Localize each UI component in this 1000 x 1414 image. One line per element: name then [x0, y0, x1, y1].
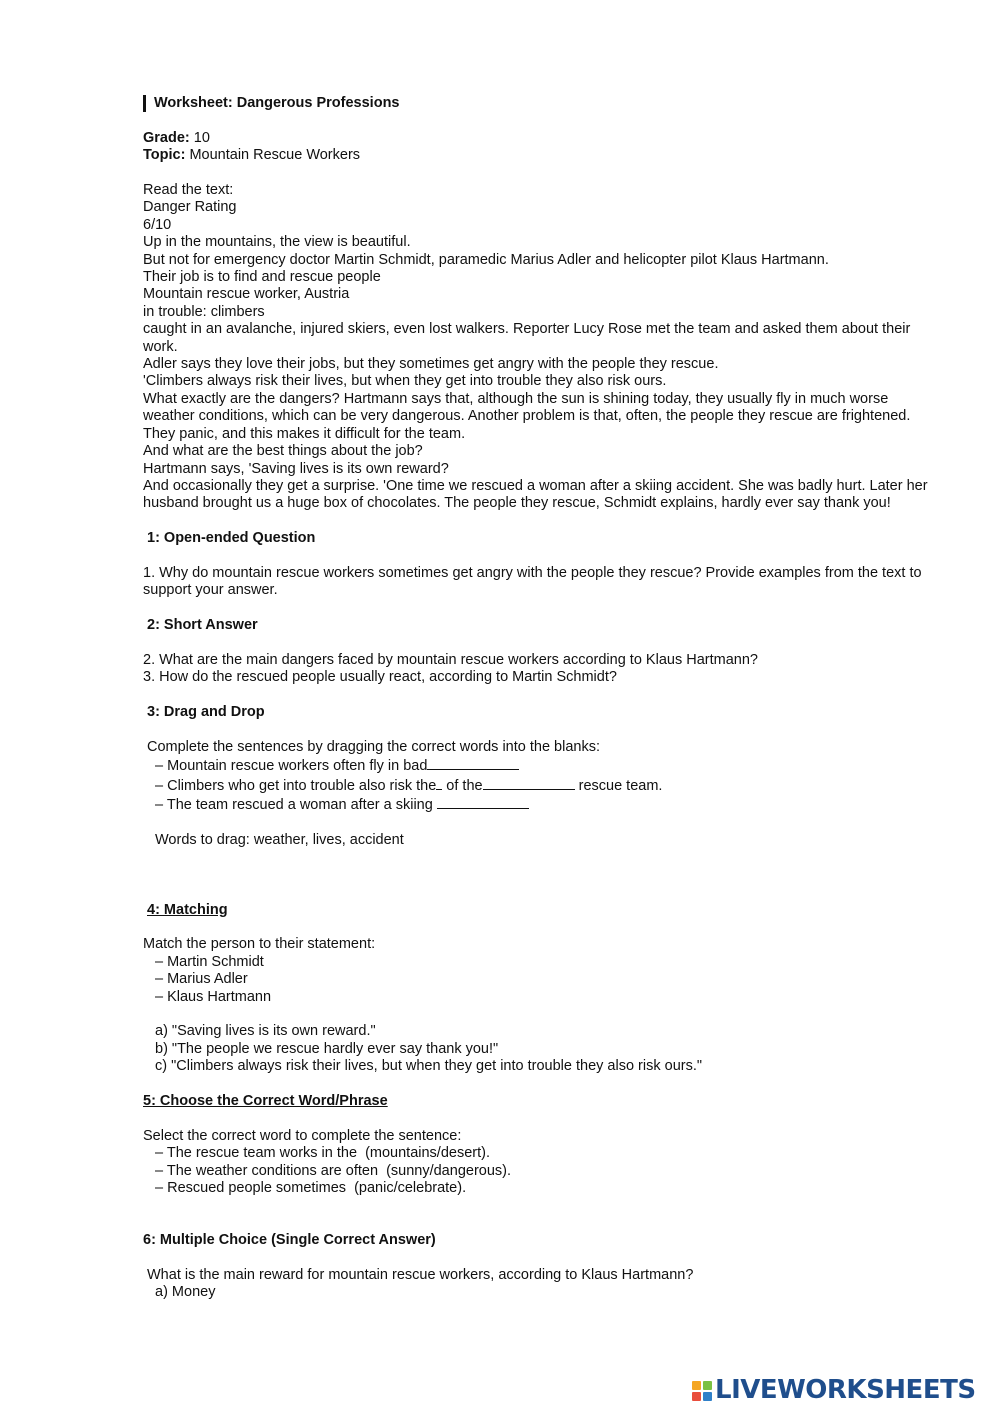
liveworksheets-logo-icon — [692, 1381, 712, 1401]
section-2-heading: 2: Short Answer — [147, 617, 258, 634]
choose-sentence[interactable]: – The rescue team works in the (mountains/desert). — [155, 1145, 490, 1162]
drag-sentence-2 — [143, 776, 933, 795]
drag-sentence-3-text: – The team rescued a woman after a skiing — [155, 797, 437, 814]
section-6-heading: 6: Multiple Choice (Single Correct Answer) — [143, 1232, 436, 1249]
matching-person[interactable]: – Klaus Hartmann — [155, 988, 272, 1005]
topic-line — [143, 147, 933, 164]
drag-sentence-3 — [143, 795, 933, 814]
blank-drop-zone[interactable] — [437, 795, 529, 809]
worksheet-title-text: Worksheet: Dangerous Professions — [154, 95, 400, 111]
worksheet-title — [143, 95, 933, 112]
drag-sentence-1-text: – Mountain rescue workers often fly in bad — [155, 758, 428, 775]
worksheet-page — [143, 95, 933, 1302]
reading-line: Up in the mountains, the view is beautiful. — [143, 234, 411, 251]
choose-instruction: Select the correct word to complete the sentence: — [143, 1127, 462, 1144]
logo-square — [703, 1381, 712, 1390]
reading-line: 6/10 — [143, 216, 172, 233]
grade-line — [143, 130, 933, 147]
drag-sentence-2-part-c: rescue team. — [574, 777, 663, 794]
reading-line: Hartmann says, 'Saving lives is its own reward? — [143, 460, 449, 477]
logo-square — [692, 1381, 701, 1390]
drag-sentence-1 — [143, 756, 933, 775]
reading-line: Adler says they love their jobs, but they sometimes get angry with the people they rescue. — [143, 356, 719, 373]
grade-label: Grade: — [143, 129, 190, 146]
reading-line: And occasionally they get a surprise. 'One time we rescued a woman after a skiing accident. She was badly hurt. Later her husband brought us a huge box of chocolates. The people they rescue, Schmidt explains, hardly ever say thank you! — [143, 477, 932, 512]
reading-line: Read the text: — [143, 182, 234, 198]
matching-statement[interactable]: a) "Saving lives is its own reward." — [155, 1023, 376, 1040]
drag-sentence-2-part-b: of the — [442, 777, 483, 794]
section-4-heading: 4: Matching — [147, 901, 228, 918]
reading-line: 'Climbers always risk their lives, but when they get into trouble they also risk ours. — [143, 373, 667, 390]
reading-line: What exactly are the dangers? Hartmann says that, although the sun is shining today, they usually fly in much worse weather conditions, which can be very dangerous. Another problem is that, often, the people they rescue are frightened. They panic, and this makes it difficult for the team. — [143, 390, 915, 442]
matching-person[interactable]: – Martin Schmidt — [155, 953, 264, 970]
question-1: 1. Why do mountain rescue workers sometimes get angry with the people they rescue? Provide examples from the text to support your answer. — [143, 564, 926, 599]
logo-square — [692, 1392, 701, 1401]
logo-square — [703, 1392, 712, 1401]
choose-sentence[interactable]: – Rescued people sometimes (panic/celebrate). — [155, 1179, 467, 1196]
liveworksheets-logo-text: LIVEWORKSHEETS — [715, 1375, 976, 1406]
reading-line: But not for emergency doctor Martin Schmidt, paramedic Marius Adler and helicopter pilot Klaus Hartmann. — [143, 251, 829, 268]
reading-line: And what are the best things about the job? — [143, 443, 423, 460]
title-bar — [143, 95, 146, 112]
reading-line: Mountain rescue worker, Austria — [143, 286, 350, 303]
topic-value: Mountain Rescue Workers — [185, 147, 361, 164]
multiple-choice-option-a[interactable]: a) Money — [155, 1284, 216, 1301]
drag-word-bank[interactable]: Words to drag: weather, lives, accident — [155, 831, 404, 848]
reading-line: Danger Rating — [143, 199, 237, 216]
reading-text — [143, 182, 933, 513]
grade-value: 10 — [189, 129, 210, 146]
choose-sentence[interactable]: – The weather conditions are often (sunny/dangerous). — [155, 1162, 512, 1179]
liveworksheets-logo — [692, 1376, 976, 1406]
section-3-heading: 3: Drag and Drop — [147, 704, 265, 721]
section-1-heading: 1: Open-ended Question — [147, 530, 316, 547]
blank-drop-zone[interactable] — [427, 756, 519, 770]
drag-instruction: Complete the sentences by dragging the correct words into the blanks: — [147, 738, 600, 755]
matching-person[interactable]: – Marius Adler — [155, 971, 248, 988]
topic-label: Topic: — [143, 147, 186, 164]
matching-statement[interactable]: b) "The people we rescue hardly ever say thank you!" — [155, 1040, 499, 1057]
question-3: 3. How do the rescued people usually react, according to Martin Schmidt? — [143, 669, 617, 686]
drag-sentence-2-part-a: – Climbers who get into trouble also risk the — [155, 777, 437, 794]
section-5-heading: 5: Choose the Correct Word/Phrase — [143, 1092, 388, 1109]
matching-instruction: Match the person to their statement: — [143, 936, 376, 953]
multiple-choice-question: What is the main reward for mountain rescue workers, according to Klaus Hartmann? — [147, 1266, 694, 1283]
reading-line: Their job is to find and rescue people — [143, 269, 381, 286]
blank-drop-zone[interactable] — [483, 776, 575, 790]
reading-line: in trouble: climbers — [143, 303, 265, 320]
question-2: 2. What are the main dangers faced by mountain rescue workers according to Klaus Hartmann? — [143, 651, 758, 668]
reading-line: caught in an avalanche, injured skiers, even lost walkers. Reporter Lucy Rose met the team and asked them about their work. — [143, 321, 915, 355]
matching-statement[interactable]: c) "Climbers always risk their lives, but when they get into trouble they also risk ours." — [155, 1058, 703, 1075]
